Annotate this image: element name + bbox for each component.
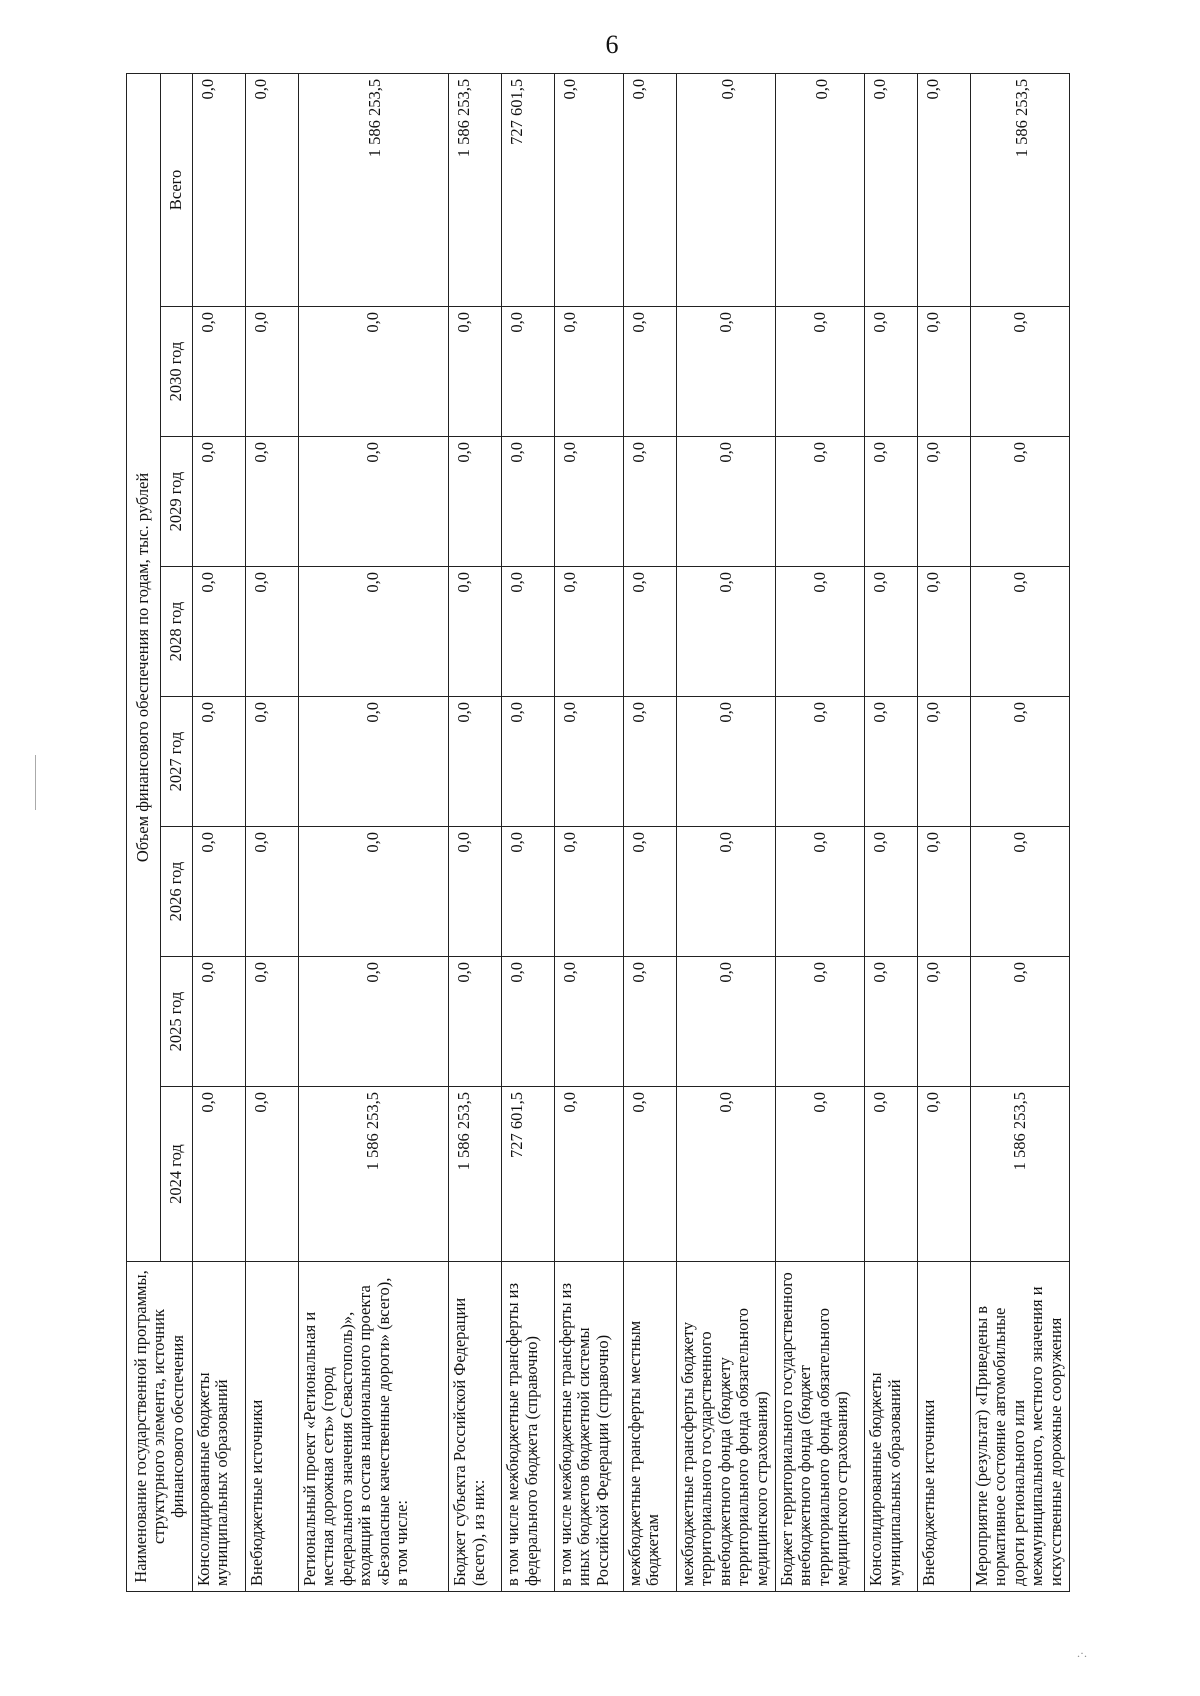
row-year-value: 0,0 (624, 567, 677, 697)
row-year-value: 0,0 (449, 437, 502, 567)
table-row (502, 73, 555, 1591)
row-year-value: 0,0 (298, 827, 448, 957)
table-row (775, 73, 864, 1591)
page-number: 6 (605, 30, 619, 59)
row-year-value: 0,0 (554, 957, 623, 1087)
row-year-value: 0,0 (193, 437, 246, 567)
row-year-value: 0,0 (918, 307, 971, 437)
row-year-value: 0,0 (554, 567, 623, 697)
row-name: Региональный проект «Региональная и местная дорожная сеть» (город федерального значения Севастополь)», входящий в состав национального проекта «Безопасные качественные дороги» (всего), в том числе: (298, 1262, 448, 1592)
header-name-column: Наименование государственной программы, структурного элемента, источник финансового обеспечения (127, 1262, 193, 1592)
row-year-value: 0,0 (918, 1087, 971, 1262)
row-year-value: 0,0 (245, 957, 298, 1087)
scan-artifact-dots: .·. (1077, 1646, 1087, 1660)
table-row (193, 73, 246, 1591)
row-total-value: 1 586 253,5 (298, 73, 448, 306)
row-total-value: 0,0 (193, 73, 246, 306)
row-year-value: 0,0 (624, 697, 677, 827)
row-year-value: 0,0 (971, 437, 1070, 567)
row-year-value: 0,0 (865, 827, 918, 957)
row-year-value: 0,0 (245, 1087, 298, 1262)
row-year-value: 0,0 (449, 957, 502, 1087)
row-year-value: 0,0 (298, 697, 448, 827)
row-year-value: 727 601,5 (502, 1087, 555, 1262)
table-row (554, 73, 623, 1591)
row-year-value: 0,0 (502, 697, 555, 827)
row-year-value: 0,0 (193, 1087, 246, 1262)
row-year-value: 0,0 (624, 957, 677, 1087)
row-total-value: 0,0 (554, 73, 623, 306)
row-year-value: 0,0 (502, 437, 555, 567)
row-year-value: 0,0 (676, 307, 775, 437)
row-name: Бюджет субъекта Российской Федерации (всего), из них: (449, 1262, 502, 1592)
row-year-value: 0,0 (449, 307, 502, 437)
row-year-value: 0,0 (449, 697, 502, 827)
row-year-value: 0,0 (624, 307, 677, 437)
table-row (624, 73, 677, 1591)
row-year-value: 0,0 (775, 697, 864, 827)
row-year-value: 0,0 (865, 1087, 918, 1262)
table-row (971, 73, 1070, 1591)
row-year-value: 0,0 (624, 827, 677, 957)
row-total-value: 727 601,5 (502, 73, 555, 306)
row-year-value: 0,0 (676, 827, 775, 957)
row-year-value: 0,0 (676, 1087, 775, 1262)
row-year-value: 0,0 (971, 307, 1070, 437)
row-year-value: 1 586 253,5 (971, 1087, 1070, 1262)
row-year-value: 0,0 (554, 1087, 623, 1262)
row-total-value: 0,0 (775, 73, 864, 306)
row-name: межбюджетные трансферты местным бюджетам (624, 1262, 677, 1592)
header-year-0: 2024 год (161, 1087, 193, 1262)
row-year-value: 0,0 (554, 827, 623, 957)
row-year-value: 0,0 (775, 567, 864, 697)
row-total-value: 1 586 253,5 (449, 73, 502, 306)
row-year-value: 0,0 (624, 437, 677, 567)
row-year-value: 0,0 (865, 957, 918, 1087)
row-year-value: 1 586 253,5 (449, 1087, 502, 1262)
row-total-value: 0,0 (865, 73, 918, 306)
row-year-value: 0,0 (971, 827, 1070, 957)
row-year-value: 0,0 (918, 957, 971, 1087)
row-name: Внебюджетные источники (245, 1262, 298, 1592)
row-name: Внебюджетные источники (918, 1262, 971, 1592)
row-year-value: 0,0 (193, 957, 246, 1087)
row-year-value: 0,0 (918, 437, 971, 567)
table-row (298, 73, 448, 1591)
row-year-value: 0,0 (193, 307, 246, 437)
row-name: Мероприятие (результат) «Приведены в нормативное состояние автомобильные дороги регионального или межмуниципального, местного значения и искусственные дорожные сооружения (971, 1262, 1070, 1592)
header-year-2: 2026 год (161, 827, 193, 957)
row-year-value: 0,0 (971, 567, 1070, 697)
header-year-1: 2025 год (161, 957, 193, 1087)
row-year-value: 0,0 (918, 827, 971, 957)
row-year-value: 0,0 (971, 957, 1070, 1087)
row-year-value: 0,0 (554, 697, 623, 827)
row-total-value: 0,0 (624, 73, 677, 306)
row-year-value: 0,0 (502, 827, 555, 957)
row-year-value: 1 586 253,5 (298, 1087, 448, 1262)
header-year-7: Всего (161, 73, 193, 306)
financing-table-rotated (126, 78, 1070, 1592)
row-year-value: 0,0 (245, 307, 298, 437)
row-total-value: 0,0 (676, 73, 775, 306)
table-row (245, 73, 298, 1591)
row-name: в том числе межбюджетные трансферты из федерального бюджета (справочно) (502, 1262, 555, 1592)
header-year-3: 2027 год (161, 697, 193, 827)
row-year-value: 0,0 (298, 957, 448, 1087)
row-year-value: 0,0 (865, 567, 918, 697)
header-year-5: 2029 год (161, 437, 193, 567)
row-year-value: 0,0 (502, 957, 555, 1087)
table-row (918, 73, 971, 1591)
scan-artifact-line (35, 755, 36, 810)
table-row (865, 73, 918, 1591)
row-year-value: 0,0 (554, 437, 623, 567)
row-year-value: 0,0 (775, 957, 864, 1087)
row-year-value: 0,0 (245, 697, 298, 827)
row-year-value: 0,0 (676, 697, 775, 827)
row-year-value: 0,0 (193, 567, 246, 697)
row-year-value: 0,0 (775, 1087, 864, 1262)
header-year-6: 2030 год (161, 307, 193, 437)
row-year-value: 0,0 (775, 827, 864, 957)
row-year-value: 0,0 (865, 437, 918, 567)
table-row (676, 73, 775, 1591)
row-year-value: 0,0 (298, 307, 448, 437)
row-year-value: 0,0 (676, 567, 775, 697)
row-name: Консолидированные бюджеты муниципальных образований (865, 1262, 918, 1592)
row-year-value: 0,0 (193, 697, 246, 827)
row-year-value: 0,0 (865, 697, 918, 827)
row-year-value: 0,0 (676, 957, 775, 1087)
row-year-value: 0,0 (502, 307, 555, 437)
row-year-value: 0,0 (775, 307, 864, 437)
row-year-value: 0,0 (971, 697, 1070, 827)
row-name: Бюджет территориального государственного внебюджетного фонда (бюджет территориального фонда обязательного медицинского страхования) (775, 1262, 864, 1592)
row-year-value: 0,0 (449, 827, 502, 957)
row-year-value: 0,0 (502, 567, 555, 697)
row-year-value: 0,0 (245, 437, 298, 567)
financing-table (126, 73, 1070, 1592)
row-year-value: 0,0 (775, 437, 864, 567)
row-year-value: 0,0 (918, 697, 971, 827)
row-total-value: 0,0 (245, 73, 298, 306)
row-year-value: 0,0 (624, 1087, 677, 1262)
table-row (449, 73, 502, 1591)
row-total-value: 1 586 253,5 (971, 73, 1070, 306)
row-year-value: 0,0 (865, 307, 918, 437)
row-year-value: 0,0 (298, 567, 448, 697)
row-year-value: 0,0 (245, 827, 298, 957)
row-year-value: 0,0 (918, 567, 971, 697)
row-year-value: 0,0 (449, 567, 502, 697)
header-year-4: 2028 год (161, 567, 193, 697)
row-name: межбюджетные трансферты бюджету территориального государственного внебюджетного фонда (бюджету территориального фонда обязательного медицинского страхования) (676, 1262, 775, 1592)
row-name: в том числе межбюджетные трансферты из иных бюджетов бюджетной системы Российской Федерации (справочно) (554, 1262, 623, 1592)
row-year-value: 0,0 (554, 307, 623, 437)
row-year-value: 0,0 (676, 437, 775, 567)
row-total-value: 0,0 (918, 73, 971, 306)
header-volume-title: Объем финансового обеспечения по годам, тыс. рублей (127, 73, 161, 1261)
row-year-value: 0,0 (193, 827, 246, 957)
row-name: Консолидированные бюджеты муниципальных образований (193, 1262, 246, 1592)
row-year-value: 0,0 (245, 567, 298, 697)
row-year-value: 0,0 (298, 437, 448, 567)
